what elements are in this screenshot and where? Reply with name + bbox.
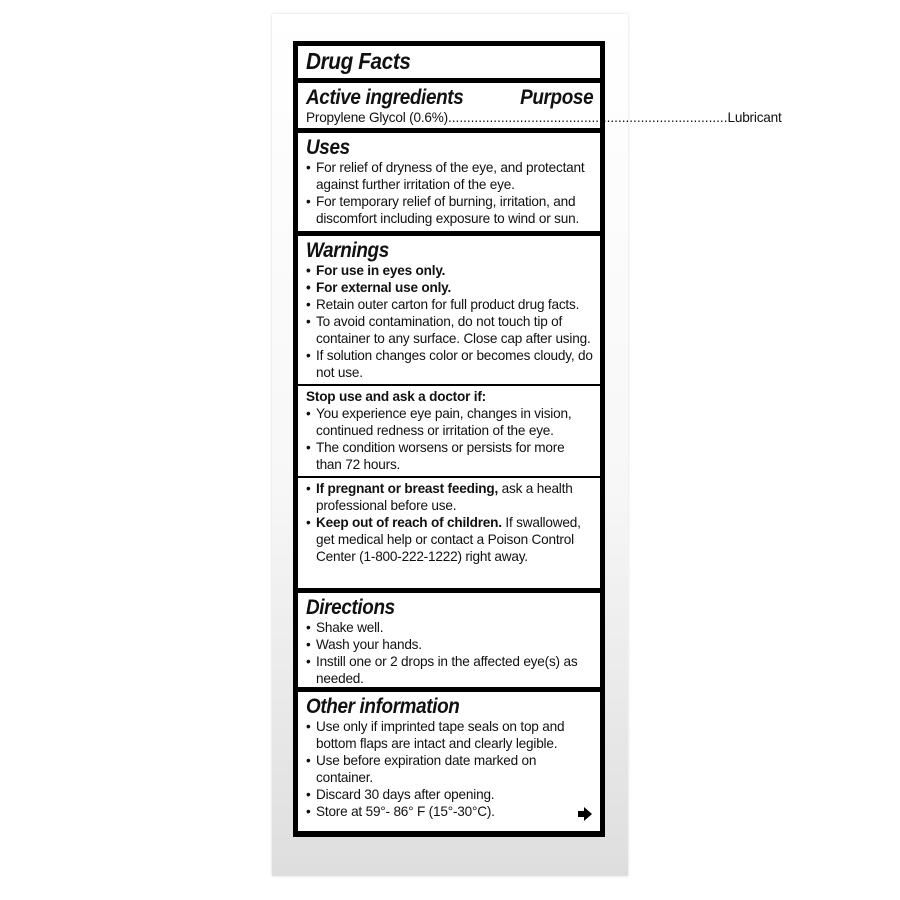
list-item: • Use only if imprinted tape seals on top and bottom flaps are intact and clearly legible. [306, 719, 565, 751]
warnings-section [298, 236, 600, 588]
divider [298, 384, 600, 386]
list-item: • Retain outer carton for full product drug facts. [306, 297, 580, 312]
title-section [298, 46, 600, 78]
list-item: • Discard 30 days after opening. [306, 787, 495, 802]
directions-section [298, 593, 600, 687]
list-item: • If solution changes color or becomes cloudy, do not use. [306, 348, 593, 380]
directions-heading: Directions [306, 596, 395, 619]
uses-section [298, 133, 600, 231]
list-item: • Use before expiration date marked on container. [306, 753, 537, 785]
list-item: • Store at 59°- 86° F (15°-30°C). [306, 804, 495, 819]
list-item: • Shake well. [306, 620, 384, 635]
list-item: • If pregnant or breast feeding, ask a health professional before use. [306, 481, 573, 513]
active-ingredients-section [298, 83, 782, 128]
other-information-section [298, 692, 600, 831]
active-ingredients-heading: Active ingredients [306, 86, 464, 109]
drug-facts-panel [293, 41, 782, 837]
uses-heading: Uses [306, 136, 350, 159]
other-information-heading: Other information [306, 695, 460, 718]
warnings-heading: Warnings [306, 239, 389, 262]
purpose-heading: Purpose [519, 86, 593, 109]
list-item: • You experience eye pain, changes in vision, continued redness or irritation of the eye. [306, 406, 572, 438]
list-item: • For external use only. [306, 280, 452, 295]
drug-facts-title: Drug Facts [306, 48, 411, 74]
arrow-right-icon [578, 807, 592, 821]
list-item: • For relief of dryness of the eye, and protectant against further irritation of the eye. [306, 160, 585, 192]
list-item: • The condition worsens or persists for more than 72 hours. [306, 440, 565, 472]
list-item: • For temporary relief of burning, irritation, and discomfort including exposure to wind or sun. [306, 194, 580, 226]
list-item: • Keep out of reach of children. If swallowed, get medical help or contact a Poison Control Center (1-800-222-1222) right away. [306, 515, 581, 564]
list-item: • Instill one or 2 drops in the affected eye(s) as needed. [306, 654, 578, 686]
ingredient-name: Propylene Glycol (0.6%) [306, 110, 448, 125]
leader-dots: .......................................................................... [447, 110, 728, 125]
ingredient-purpose: Lubricant [727, 110, 782, 125]
list-item: • To avoid contamination, do not touch tip of container to any surface. Close cap after using. [306, 314, 591, 346]
list-item: • Wash your hands. [306, 637, 422, 652]
stop-use-heading: Stop use and ask a doctor if: [306, 389, 487, 404]
divider [298, 476, 600, 478]
list-item: • For use in eyes only. [306, 263, 446, 278]
